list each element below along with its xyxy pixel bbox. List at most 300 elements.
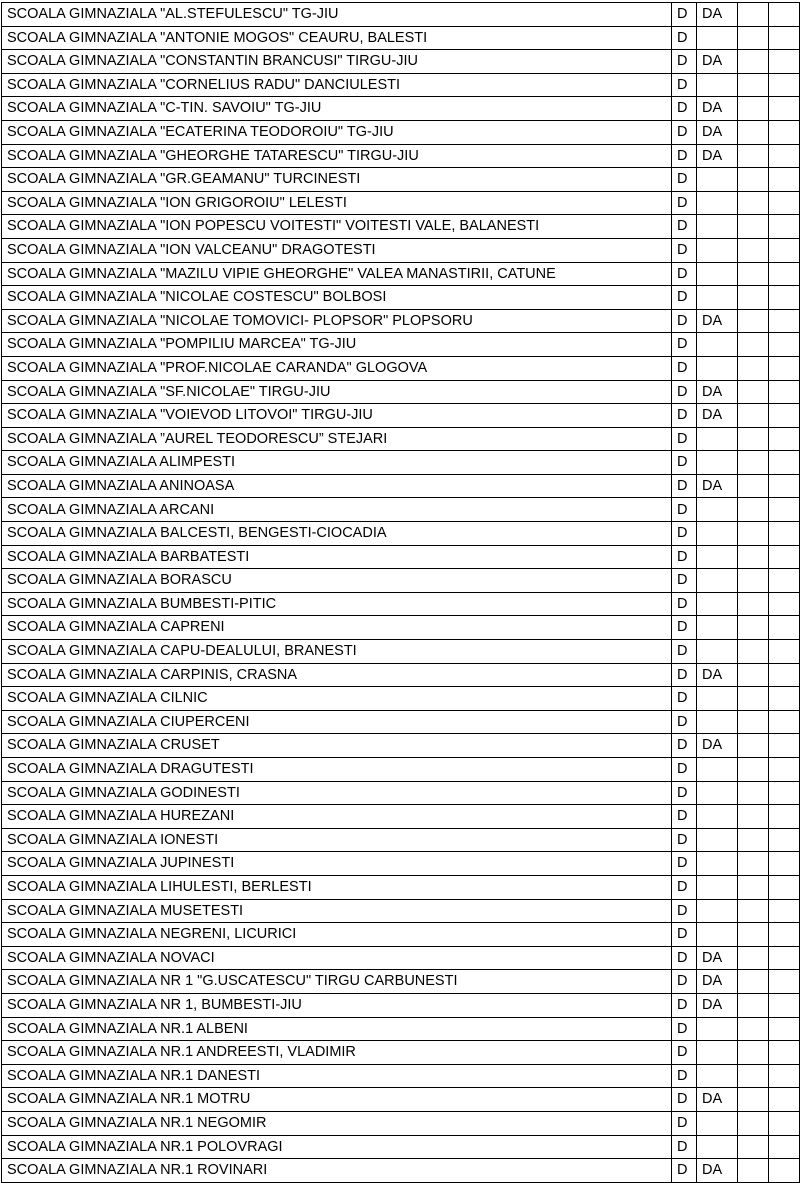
table-row [2,1111,800,1135]
school-name-cell: SCOALA GIMNAZIALA "C-TIN. SAVOIU" TG-JIU [2,97,672,121]
school-name-cell: SCOALA GIMNAZIALA NOVACI [2,946,672,970]
empty-cell [769,616,800,640]
table-row [2,404,800,428]
table-row [2,970,800,994]
empty-cell [738,592,769,616]
empty-cell [769,875,800,899]
empty-cell [738,1041,769,1065]
table-row [2,238,800,262]
school-name-cell: SCOALA GIMNAZIALA "ION POPESCU VOITESTI" VOITESTI VALE, BALANESTI [2,215,672,239]
empty-cell [769,1111,800,1135]
d-cell: D [672,262,697,286]
d-cell: D [672,26,697,50]
da-cell [697,687,738,711]
school-name-cell: SCOALA GIMNAZIALA NR.1 NEGOMIR [2,1111,672,1135]
d-cell: D [672,781,697,805]
table-row [2,687,800,711]
school-name-cell: SCOALA GIMNAZIALA "GHEORGHE TATARESCU" TIRGU-JIU [2,144,672,168]
table-row [2,3,800,27]
school-name-cell: SCOALA GIMNAZIALA NR.1 ALBENI [2,1017,672,1041]
school-name-cell: SCOALA GIMNAZIALA "ION VALCEANU" DRAGOTESTI [2,238,672,262]
empty-cell [738,238,769,262]
d-cell: D [672,663,697,687]
empty-cell [769,120,800,144]
d-cell: D [672,144,697,168]
school-name-cell: SCOALA GIMNAZIALA "ION GRIGOROIU" LELESTI [2,191,672,215]
school-name-cell: SCOALA GIMNAZIALA ”AUREL TEODORESCU” STEJARI [2,427,672,451]
table-row [2,640,800,664]
table-row [2,26,800,50]
empty-cell [738,734,769,758]
empty-cell [769,923,800,947]
d-cell: D [672,758,697,782]
school-name-cell: SCOALA GIMNAZIALA NR 1 "G.USCATESCU" TIRGU CARBUNESTI [2,970,672,994]
school-name-cell: SCOALA GIMNAZIALA IONESTI [2,828,672,852]
table-row [2,899,800,923]
empty-cell [738,1064,769,1088]
schools-table [1,2,800,1183]
d-cell: D [672,852,697,876]
empty-cell [769,805,800,829]
d-cell: D [672,710,697,734]
da-cell [697,498,738,522]
empty-cell [738,309,769,333]
empty-cell [769,687,800,711]
empty-cell [769,946,800,970]
school-name-cell: SCOALA GIMNAZIALA NR.1 ANDREESTI, VLADIMIR [2,1041,672,1065]
da-cell [697,875,738,899]
empty-cell [769,734,800,758]
d-cell: D [672,286,697,310]
school-name-cell: SCOALA GIMNAZIALA NR.1 MOTRU [2,1088,672,1112]
empty-cell [769,569,800,593]
empty-cell [738,545,769,569]
d-cell: D [672,522,697,546]
table-row [2,73,800,97]
d-cell: D [672,333,697,357]
school-name-cell: SCOALA GIMNAZIALA CILNIC [2,687,672,711]
da-cell [697,781,738,805]
da-cell: DA [697,946,738,970]
school-name-cell: SCOALA GIMNAZIALA CAPU-DEALULUI, BRANESTI [2,640,672,664]
d-cell: D [672,569,697,593]
da-cell [697,1041,738,1065]
empty-cell [738,805,769,829]
d-cell: D [672,50,697,74]
table-row [2,616,800,640]
da-cell [697,333,738,357]
empty-cell [769,993,800,1017]
empty-cell [769,474,800,498]
school-name-cell: SCOALA GIMNAZIALA "NICOLAE TOMOVICI- PLOPSOR" PLOPSORU [2,309,672,333]
d-cell: D [672,73,697,97]
da-cell [697,852,738,876]
table-row [2,993,800,1017]
d-cell: D [672,498,697,522]
school-name-cell: SCOALA GIMNAZIALA ANINOASA [2,474,672,498]
empty-cell [738,498,769,522]
empty-cell [769,3,800,27]
da-cell [697,238,738,262]
da-cell [697,1064,738,1088]
empty-cell [738,168,769,192]
table-row [2,191,800,215]
d-cell: D [672,1064,697,1088]
school-name-cell: SCOALA GIMNAZIALA "SF.NICOLAE" TIRGU-JIU [2,380,672,404]
school-name-cell: SCOALA GIMNAZIALA JUPINESTI [2,852,672,876]
da-cell [697,215,738,239]
empty-cell [769,498,800,522]
da-cell: DA [697,309,738,333]
da-cell [697,451,738,475]
empty-cell [738,522,769,546]
empty-cell [738,640,769,664]
empty-cell [738,569,769,593]
empty-cell [738,97,769,121]
d-cell: D [672,1135,697,1159]
d-cell: D [672,1041,697,1065]
table-row [2,923,800,947]
school-name-cell: SCOALA GIMNAZIALA BUMBESTI-PITIC [2,592,672,616]
school-name-cell: SCOALA GIMNAZIALA NR.1 DANESTI [2,1064,672,1088]
table-row [2,451,800,475]
d-cell: D [672,899,697,923]
empty-cell [738,380,769,404]
da-cell [697,191,738,215]
empty-cell [738,923,769,947]
empty-cell [738,970,769,994]
table-row [2,380,800,404]
da-cell: DA [697,3,738,27]
empty-cell [769,899,800,923]
empty-cell [769,828,800,852]
school-name-cell: SCOALA GIMNAZIALA "PROF.NICOLAE CARANDA" GLOGOVA [2,356,672,380]
school-name-cell: SCOALA GIMNAZIALA BARBATESTI [2,545,672,569]
table-row [2,828,800,852]
table-row [2,474,800,498]
empty-cell [738,993,769,1017]
school-name-cell: SCOALA GIMNAZIALA NR.1 ROVINARI [2,1159,672,1183]
empty-cell [769,427,800,451]
d-cell: D [672,238,697,262]
empty-cell [769,592,800,616]
d-cell: D [672,640,697,664]
empty-cell [738,828,769,852]
empty-cell [769,1041,800,1065]
empty-cell [769,168,800,192]
da-cell: DA [697,474,738,498]
table-row [2,97,800,121]
da-cell [697,427,738,451]
da-cell: DA [697,120,738,144]
table-row [2,498,800,522]
da-cell [697,1017,738,1041]
d-cell: D [672,215,697,239]
table-row [2,946,800,970]
da-cell: DA [697,50,738,74]
table-row [2,1064,800,1088]
d-cell: D [672,828,697,852]
school-name-cell: SCOALA GIMNAZIALA "GR.GEAMANU" TURCINESTI [2,168,672,192]
da-cell [697,356,738,380]
empty-cell [769,640,800,664]
table-row [2,545,800,569]
table-row [2,758,800,782]
d-cell: D [672,970,697,994]
empty-cell [738,758,769,782]
school-name-cell: SCOALA GIMNAZIALA LIHULESTI, BERLESTI [2,875,672,899]
empty-cell [769,73,800,97]
empty-cell [738,663,769,687]
d-cell: D [672,616,697,640]
da-cell [697,1111,738,1135]
table-row [2,569,800,593]
school-name-cell: SCOALA GIMNAZIALA CARPINIS, CRASNA [2,663,672,687]
empty-cell [769,852,800,876]
d-cell: D [672,427,697,451]
d-cell: D [672,734,697,758]
empty-cell [769,309,800,333]
school-name-cell: SCOALA GIMNAZIALA DRAGUTESTI [2,758,672,782]
da-cell: DA [697,1159,738,1183]
empty-cell [769,1088,800,1112]
da-cell [697,1135,738,1159]
school-name-cell: SCOALA GIMNAZIALA ALIMPESTI [2,451,672,475]
school-name-cell: SCOALA GIMNAZIALA "POMPILIU MARCEA" TG-JIU [2,333,672,357]
table-row [2,663,800,687]
table-row [2,427,800,451]
empty-cell [769,191,800,215]
table-row [2,262,800,286]
da-cell: DA [697,404,738,428]
empty-cell [769,333,800,357]
da-cell [697,805,738,829]
empty-cell [738,1159,769,1183]
table-row [2,309,800,333]
school-name-cell: SCOALA GIMNAZIALA NR.1 POLOVRAGI [2,1135,672,1159]
da-cell [697,569,738,593]
empty-cell [738,73,769,97]
table-row [2,852,800,876]
d-cell: D [672,356,697,380]
d-cell: D [672,1111,697,1135]
d-cell: D [672,451,697,475]
empty-cell [769,781,800,805]
school-name-cell: SCOALA GIMNAZIALA HUREZANI [2,805,672,829]
school-name-cell: SCOALA GIMNAZIALA NEGRENI, LICURICI [2,923,672,947]
empty-cell [738,1135,769,1159]
school-name-cell: SCOALA GIMNAZIALA CAPRENI [2,616,672,640]
d-cell: D [672,687,697,711]
empty-cell [769,758,800,782]
empty-cell [769,451,800,475]
da-cell [697,262,738,286]
empty-cell [769,26,800,50]
table-row [2,805,800,829]
da-cell: DA [697,97,738,121]
empty-cell [738,1088,769,1112]
empty-cell [769,710,800,734]
schools-table-body [2,3,800,1183]
empty-cell [738,333,769,357]
school-name-cell: SCOALA GIMNAZIALA "NICOLAE COSTESCU" BOLBOSI [2,286,672,310]
table-row [2,592,800,616]
da-cell [697,73,738,97]
table-row [2,168,800,192]
d-cell: D [672,1017,697,1041]
d-cell: D [672,380,697,404]
da-cell [697,26,738,50]
empty-cell [738,404,769,428]
empty-cell [769,215,800,239]
school-name-cell: SCOALA GIMNAZIALA GODINESTI [2,781,672,805]
empty-cell [738,3,769,27]
empty-cell [738,191,769,215]
d-cell: D [672,168,697,192]
empty-cell [738,356,769,380]
empty-cell [738,852,769,876]
school-name-cell: SCOALA GIMNAZIALA ARCANI [2,498,672,522]
empty-cell [769,262,800,286]
empty-cell [738,1111,769,1135]
d-cell: D [672,404,697,428]
school-name-cell: SCOALA GIMNAZIALA NR 1, BUMBESTI-JIU [2,993,672,1017]
d-cell: D [672,946,697,970]
da-cell [697,545,738,569]
school-name-cell: SCOALA GIMNAZIALA CIUPERCENI [2,710,672,734]
school-name-cell: SCOALA GIMNAZIALA "ANTONIE MOGOS" CEAURU, BALESTI [2,26,672,50]
empty-cell [738,451,769,475]
da-cell [697,899,738,923]
empty-cell [738,875,769,899]
empty-cell [738,26,769,50]
table-row [2,120,800,144]
empty-cell [738,120,769,144]
table-row [2,144,800,168]
empty-cell [769,522,800,546]
empty-cell [738,427,769,451]
school-name-cell: SCOALA GIMNAZIALA "AL.STEFULESCU" TG-JIU [2,3,672,27]
d-cell: D [672,474,697,498]
d-cell: D [672,3,697,27]
empty-cell [769,380,800,404]
da-cell [697,640,738,664]
school-name-cell: SCOALA GIMNAZIALA "CONSTANTIN BRANCUSI" TIRGU-JIU [2,50,672,74]
da-cell: DA [697,734,738,758]
school-name-cell: SCOALA GIMNAZIALA "MAZILU VIPIE GHEORGHE" VALEA MANASTIRII, CATUNE [2,262,672,286]
empty-cell [738,474,769,498]
da-cell [697,168,738,192]
table-row [2,1041,800,1065]
da-cell: DA [697,970,738,994]
empty-cell [769,404,800,428]
da-cell [697,522,738,546]
d-cell: D [672,805,697,829]
empty-cell [738,946,769,970]
da-cell: DA [697,380,738,404]
empty-cell [738,215,769,239]
da-cell [697,923,738,947]
d-cell: D [672,545,697,569]
school-name-cell: SCOALA GIMNAZIALA BALCESTI, BENGESTI-CIOCADIA [2,522,672,546]
da-cell: DA [697,1088,738,1112]
d-cell: D [672,1159,697,1183]
d-cell: D [672,309,697,333]
table-row [2,1088,800,1112]
empty-cell [738,687,769,711]
da-cell: DA [697,663,738,687]
da-cell [697,616,738,640]
empty-cell [769,286,800,310]
da-cell [697,286,738,310]
d-cell: D [672,875,697,899]
empty-cell [769,144,800,168]
table-row [2,781,800,805]
table-row [2,333,800,357]
school-name-cell: SCOALA GIMNAZIALA "CORNELIUS RADU" DANCIULESTI [2,73,672,97]
da-cell [697,758,738,782]
table-row [2,286,800,310]
empty-cell [738,899,769,923]
school-name-cell: SCOALA GIMNAZIALA MUSETESTI [2,899,672,923]
table-row [2,1159,800,1183]
empty-cell [738,710,769,734]
table-row [2,710,800,734]
school-name-cell: SCOALA GIMNAZIALA "ECATERINA TEODOROIU" TG-JIU [2,120,672,144]
school-name-cell: SCOALA GIMNAZIALA "VOIEVOD LITOVOI" TIRGU-JIU [2,404,672,428]
table-row [2,1135,800,1159]
table-row [2,356,800,380]
d-cell: D [672,97,697,121]
empty-cell [769,663,800,687]
d-cell: D [672,592,697,616]
table-row [2,522,800,546]
empty-cell [769,1159,800,1183]
empty-cell [738,144,769,168]
empty-cell [738,616,769,640]
table-row [2,215,800,239]
da-cell [697,592,738,616]
empty-cell [769,970,800,994]
d-cell: D [672,1088,697,1112]
empty-cell [738,286,769,310]
empty-cell [769,1135,800,1159]
empty-cell [769,356,800,380]
empty-cell [738,262,769,286]
da-cell [697,710,738,734]
empty-cell [769,545,800,569]
da-cell: DA [697,993,738,1017]
empty-cell [769,97,800,121]
empty-cell [769,1064,800,1088]
table-row [2,734,800,758]
d-cell: D [672,923,697,947]
empty-cell [738,50,769,74]
da-cell: DA [697,144,738,168]
d-cell: D [672,191,697,215]
d-cell: D [672,120,697,144]
empty-cell [769,238,800,262]
school-name-cell: SCOALA GIMNAZIALA CRUSET [2,734,672,758]
school-name-cell: SCOALA GIMNAZIALA BORASCU [2,569,672,593]
empty-cell [769,50,800,74]
table-row [2,875,800,899]
empty-cell [738,781,769,805]
table-row [2,1017,800,1041]
d-cell: D [672,993,697,1017]
da-cell [697,828,738,852]
table-row [2,50,800,74]
